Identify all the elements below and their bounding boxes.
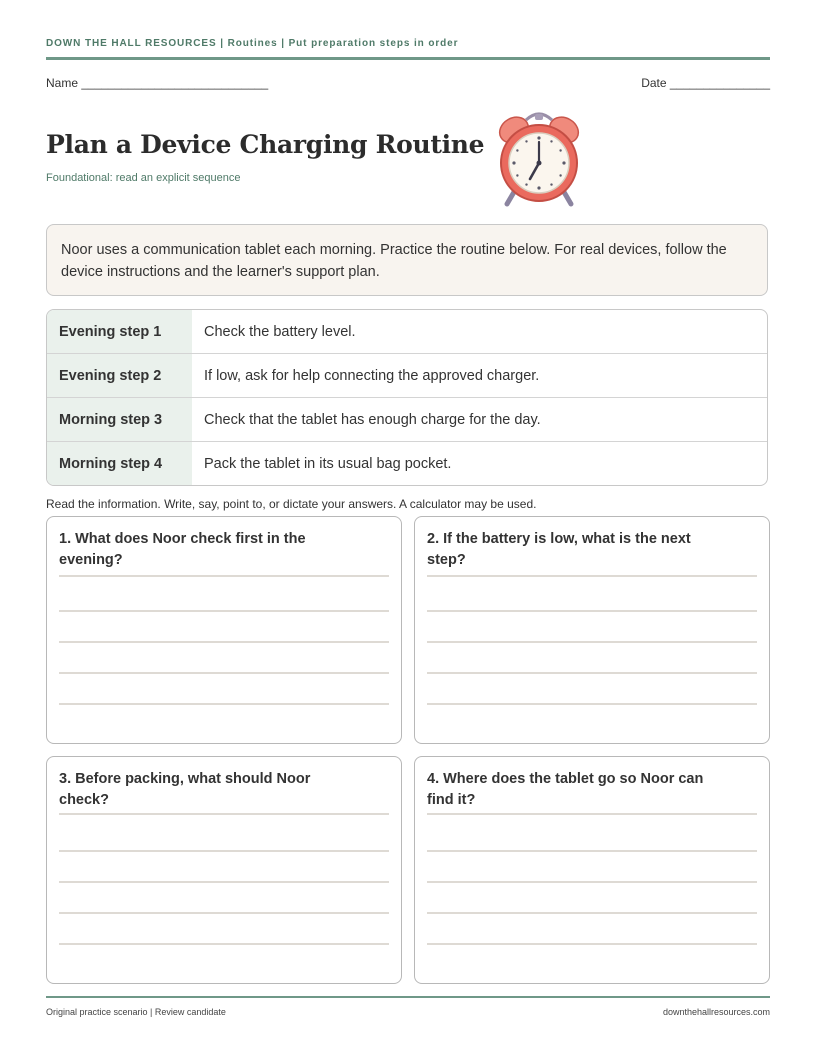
answer-line xyxy=(59,575,389,577)
question-box-1[interactable] xyxy=(46,516,402,744)
answer-line xyxy=(427,672,757,674)
step-label: Evening step 1 xyxy=(47,310,192,353)
answer-line xyxy=(427,703,757,705)
answer-line xyxy=(427,850,757,852)
step-label: Morning step 3 xyxy=(47,398,192,441)
answer-line xyxy=(427,813,757,815)
answer-line xyxy=(59,813,389,815)
step-text: Pack the tablet in its usual bag pocket. xyxy=(204,455,452,472)
footer-website: downthehallresources.com xyxy=(662,1007,770,1017)
answer-line xyxy=(59,943,389,945)
header-divider xyxy=(46,57,770,60)
alarm-clock-icon xyxy=(494,108,584,210)
question-box-4[interactable] xyxy=(414,756,770,984)
page-title: Plan a Device Charging Routine xyxy=(46,130,485,159)
answer-line xyxy=(427,575,757,577)
answer-line xyxy=(59,610,389,612)
answer-line xyxy=(427,912,757,914)
answer-line xyxy=(59,641,389,643)
routine-steps-table xyxy=(46,309,768,486)
step-text: Check the battery level. xyxy=(204,323,356,340)
date-field[interactable]: Date _______________ xyxy=(641,76,770,90)
step-row xyxy=(47,310,767,353)
answer-line xyxy=(427,943,757,945)
question-text: 1. What does Noor check first in the evening? xyxy=(59,531,306,568)
step-row xyxy=(47,397,767,441)
question-text: 2. If the battery is low, what is the next step? xyxy=(427,531,691,568)
intro-scenario-box: Noor uses a communication tablet each morning. Practice the routine below. For real devices, follow the device instructions and the learner's support plan. xyxy=(46,224,768,296)
question-text: 4. Where does the tablet go so Noor can find it? xyxy=(427,771,704,808)
step-row xyxy=(47,441,767,485)
step-label: Morning step 4 xyxy=(47,442,192,485)
answer-line xyxy=(59,703,389,705)
answer-line xyxy=(427,641,757,643)
name-field[interactable]: Name ____________________________ xyxy=(46,76,269,90)
step-text: Check that the tablet has enough charge for the day. xyxy=(204,411,541,428)
footer-note: Original practice scenario | Review candidate xyxy=(46,1007,226,1017)
answer-line xyxy=(427,610,757,612)
answer-line xyxy=(59,912,389,914)
step-text: If low, ask for help connecting the approved charger. xyxy=(204,367,540,384)
question-box-2[interactable] xyxy=(414,516,770,744)
page-subtitle: Foundational: read an explicit sequence xyxy=(46,172,241,184)
answer-line xyxy=(59,850,389,852)
question-text: 3. Before packing, what should Noor check? xyxy=(59,771,311,808)
answer-line xyxy=(427,881,757,883)
answer-line xyxy=(59,672,389,674)
header-brand-line: DOWN THE HALL RESOURCES | Routines | Put preparation steps in order xyxy=(46,38,459,49)
step-label: Evening step 2 xyxy=(47,354,192,397)
footer-divider xyxy=(46,996,770,998)
answer-line xyxy=(59,881,389,883)
answer-instructions: Read the information. Write, say, point to, or dictate your answers. A calculator may be used. xyxy=(46,497,537,511)
step-row xyxy=(47,353,767,397)
question-box-3[interactable] xyxy=(46,756,402,984)
